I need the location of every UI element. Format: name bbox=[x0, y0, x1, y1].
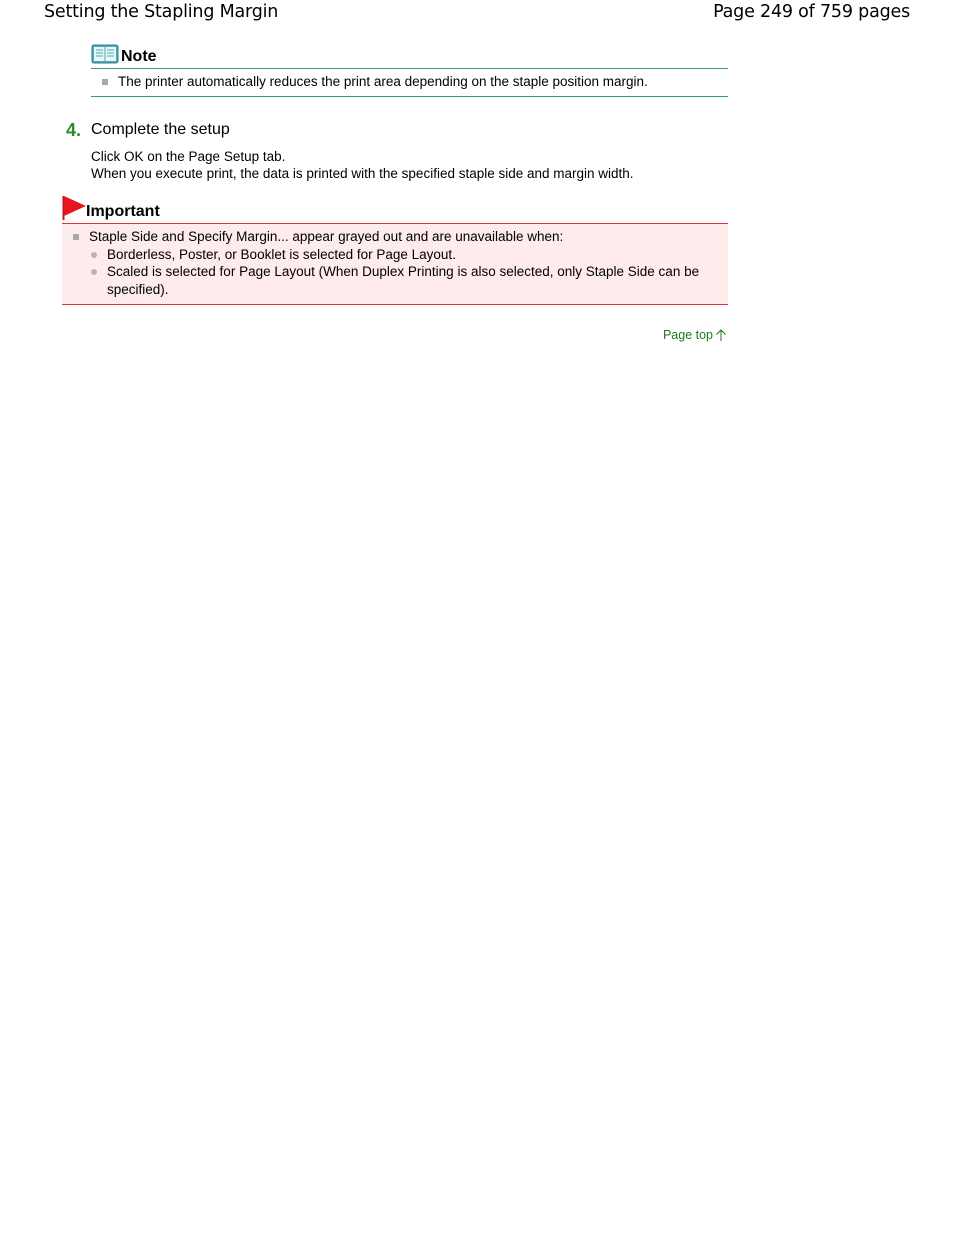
square-bullet-icon bbox=[73, 234, 79, 240]
red-flag-icon bbox=[62, 195, 88, 221]
important-subitem-text: Borderless, Poster, or Booklet is selected for Page Layout. bbox=[107, 246, 456, 262]
important-box bbox=[62, 195, 728, 305]
page-counter: Page 249 of 759 pages bbox=[713, 2, 910, 22]
important-subitem bbox=[62, 263, 728, 298]
step-number: 4. bbox=[66, 120, 82, 140]
page-top-label[interactable]: Page top bbox=[662, 328, 713, 342]
note-item bbox=[91, 73, 728, 90]
note-title: Note bbox=[121, 48, 157, 65]
important-item-text: Staple Side and Specify Margin... appear grayed out and are unavailable when: bbox=[89, 229, 564, 244]
important-subitem bbox=[62, 246, 728, 264]
note-item-text: The printer automatically reduces the print area depending on the staple position margin. bbox=[118, 74, 648, 89]
note-body bbox=[91, 69, 728, 97]
step-title: Complete the setup bbox=[91, 121, 230, 138]
important-title: Important bbox=[86, 203, 160, 220]
up-arrow-icon[interactable] bbox=[715, 328, 727, 342]
note-box bbox=[91, 43, 728, 97]
important-subitem-text: Scaled is selected for Page Layout (When Duplex Printing is also selected, only Staple Side can be specified). bbox=[107, 264, 700, 297]
round-bullet-icon bbox=[91, 252, 97, 258]
page-title: Setting the Stapling Margin bbox=[44, 2, 279, 22]
step-line: When you execute print, the data is printed with the specified staple side and margin width. bbox=[91, 166, 634, 181]
page-top-link[interactable] bbox=[663, 327, 727, 343]
important-header bbox=[62, 195, 728, 224]
step-description bbox=[91, 148, 634, 182]
note-header bbox=[91, 43, 728, 69]
square-bullet-icon bbox=[102, 79, 108, 85]
important-item bbox=[62, 228, 728, 246]
round-bullet-icon bbox=[91, 269, 97, 275]
step-line: Click OK on the Page Setup tab. bbox=[91, 149, 286, 164]
important-body bbox=[62, 224, 728, 305]
book-icon bbox=[91, 43, 119, 65]
